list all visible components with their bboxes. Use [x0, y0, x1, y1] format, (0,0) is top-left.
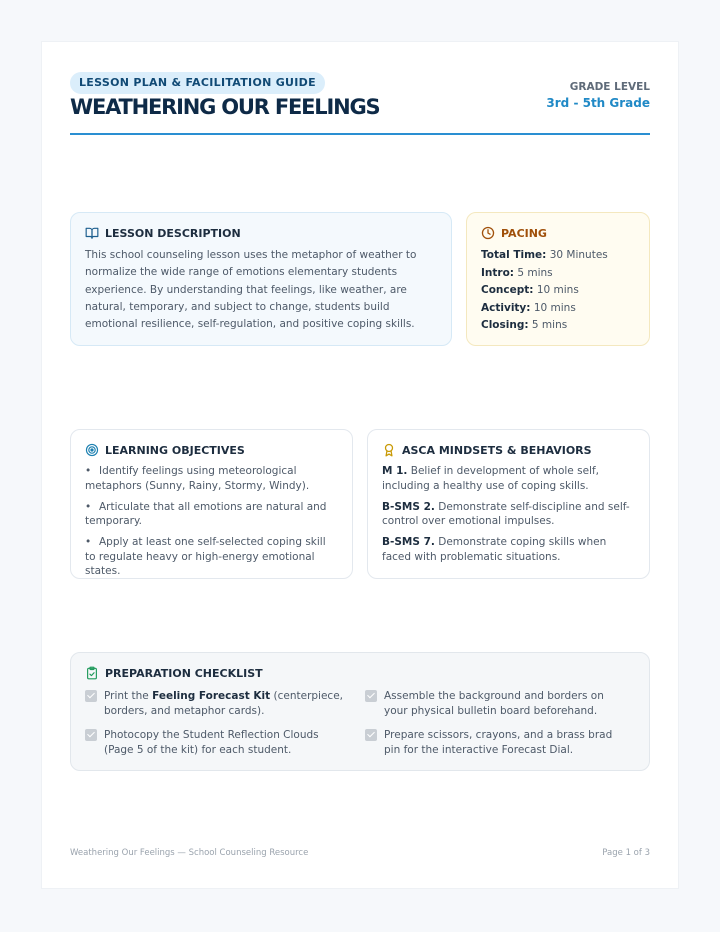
bullet: •: [85, 500, 92, 513]
kit-name: Feeling Forecast Kit: [152, 690, 271, 702]
checklist-item-text: Photocopy the Student Reflection Clouds (Page 5 of the kit) for each student.: [104, 729, 319, 756]
pacing-heading: [481, 225, 635, 241]
pacing-row: [481, 282, 635, 300]
pacing-label: Intro:: [481, 266, 514, 279]
pacing-value: 30 Minutes: [549, 249, 608, 261]
asca-code: B-SMS 2.: [382, 500, 435, 513]
grade-level-label: GRADE LEVEL: [569, 81, 650, 93]
objective-text: Identify feelings using meteorological metaphors (Sunny, Rainy, Stormy, Windy).: [85, 465, 310, 492]
grade-level: [546, 81, 650, 110]
target-icon: [85, 443, 99, 457]
lesson-description-heading: [85, 225, 437, 241]
book-icon: [85, 226, 99, 240]
asca-list: [382, 464, 635, 564]
asca-card: [367, 429, 650, 579]
pacing-value: 5 mins: [531, 319, 568, 332]
bullet: •: [85, 465, 92, 477]
clock-icon: [481, 226, 495, 240]
checklist-item-text: Assemble the background and borders on your physical bulletin board beforehand.: [384, 690, 604, 717]
pacing-value: 5 mins: [517, 266, 553, 279]
checklist-title: PREPARATION CHECKLIST: [105, 666, 263, 680]
document-type-tag: LESSON PLAN & FACILITATION GUIDE: [70, 72, 325, 94]
clipboard-check-icon: [85, 666, 99, 680]
pacing-row: [481, 317, 635, 335]
pacing-value: 10 mins: [536, 284, 579, 297]
list-item: [382, 535, 635, 564]
checkbox[interactable]: [365, 690, 377, 702]
pacing-row: [481, 247, 635, 265]
list-item: [85, 500, 338, 529]
page: [42, 42, 678, 888]
checkbox[interactable]: [85, 729, 97, 741]
award-icon: [382, 443, 396, 457]
pacing-label: Activity:: [481, 301, 531, 314]
checklist-item: [85, 689, 350, 718]
checklist-text-part: Print the: [104, 690, 149, 702]
grade-level-value: 3rd - 5th Grade: [546, 96, 650, 110]
checkbox[interactable]: [365, 729, 377, 741]
asca-code: M 1.: [382, 465, 408, 477]
checklist-heading: [85, 665, 635, 681]
pacing-row: [481, 300, 635, 318]
list-item: [85, 535, 338, 579]
learning-objectives-title: LEARNING OBJECTIVES: [105, 443, 245, 457]
lesson-description-text: This school counseling lesson uses the metaphor of weather to normalize the wide range of emotions elementary students experience. By understanding that feelings, like weather, are natural, temporary, and subject to change, students build emotional resilience, self-regulation, and positive coping skills.: [85, 249, 417, 331]
pacing-list: [481, 247, 635, 335]
objective-text: Apply at least one self-selected coping skill to regulate heavy or high-energy emotional states.: [85, 536, 326, 577]
pacing-title: PACING: [501, 226, 547, 240]
pacing-label: Concept:: [481, 284, 534, 297]
learning-objectives-heading: [85, 442, 338, 458]
pacing-label: Closing:: [481, 319, 529, 332]
bullet: •: [85, 536, 92, 548]
pacing-card: [466, 212, 650, 346]
asca-heading: [382, 442, 635, 458]
lesson-description-title: LESSON DESCRIPTION: [105, 226, 241, 240]
list-item: [85, 464, 338, 493]
header-divider: [70, 133, 650, 135]
checklist-item: [365, 689, 630, 718]
checklist-item: [85, 728, 350, 757]
footer-title: Weathering Our Feelings — School Counseling Resource: [70, 848, 309, 858]
asca-title: ASCA MINDSETS & BEHAVIORS: [402, 443, 592, 457]
checklist-item-text: [104, 689, 350, 718]
lesson-description-card: [70, 212, 452, 346]
learning-objectives-card: [70, 429, 353, 579]
asca-text: Demonstrate coping skills when faced with problematic situations.: [382, 536, 607, 563]
pacing-label: Total Time:: [481, 249, 547, 261]
checklist-text-part: (centerpiece, borders, and metaphor cards).: [104, 690, 344, 717]
objective-text: Articulate that all emotions are natural and temporary.: [85, 500, 327, 527]
checklist-item: [365, 728, 630, 757]
checkbox[interactable]: [85, 690, 97, 702]
preparation-checklist-card: [70, 652, 650, 771]
page-number: Page 1 of 3: [602, 848, 650, 858]
objectives-list: [85, 464, 338, 579]
asca-text: Belief in development of whole self, including a healthy use of coping skills.: [382, 465, 599, 492]
list-item: [382, 464, 635, 493]
pacing-row: [481, 265, 635, 283]
asca-code: B-SMS 7.: [382, 536, 435, 548]
list-item: [382, 500, 635, 529]
asca-text: Demonstrate self-discipline and self-control over emotional impulses.: [382, 500, 630, 527]
pacing-value: 10 mins: [533, 301, 576, 314]
checklist-item-text: Prepare scissors, crayons, and a brass brad pin for the interactive Forecast Dial.: [384, 729, 613, 756]
page-title: WEATHERING OUR FEELINGS: [70, 95, 380, 119]
